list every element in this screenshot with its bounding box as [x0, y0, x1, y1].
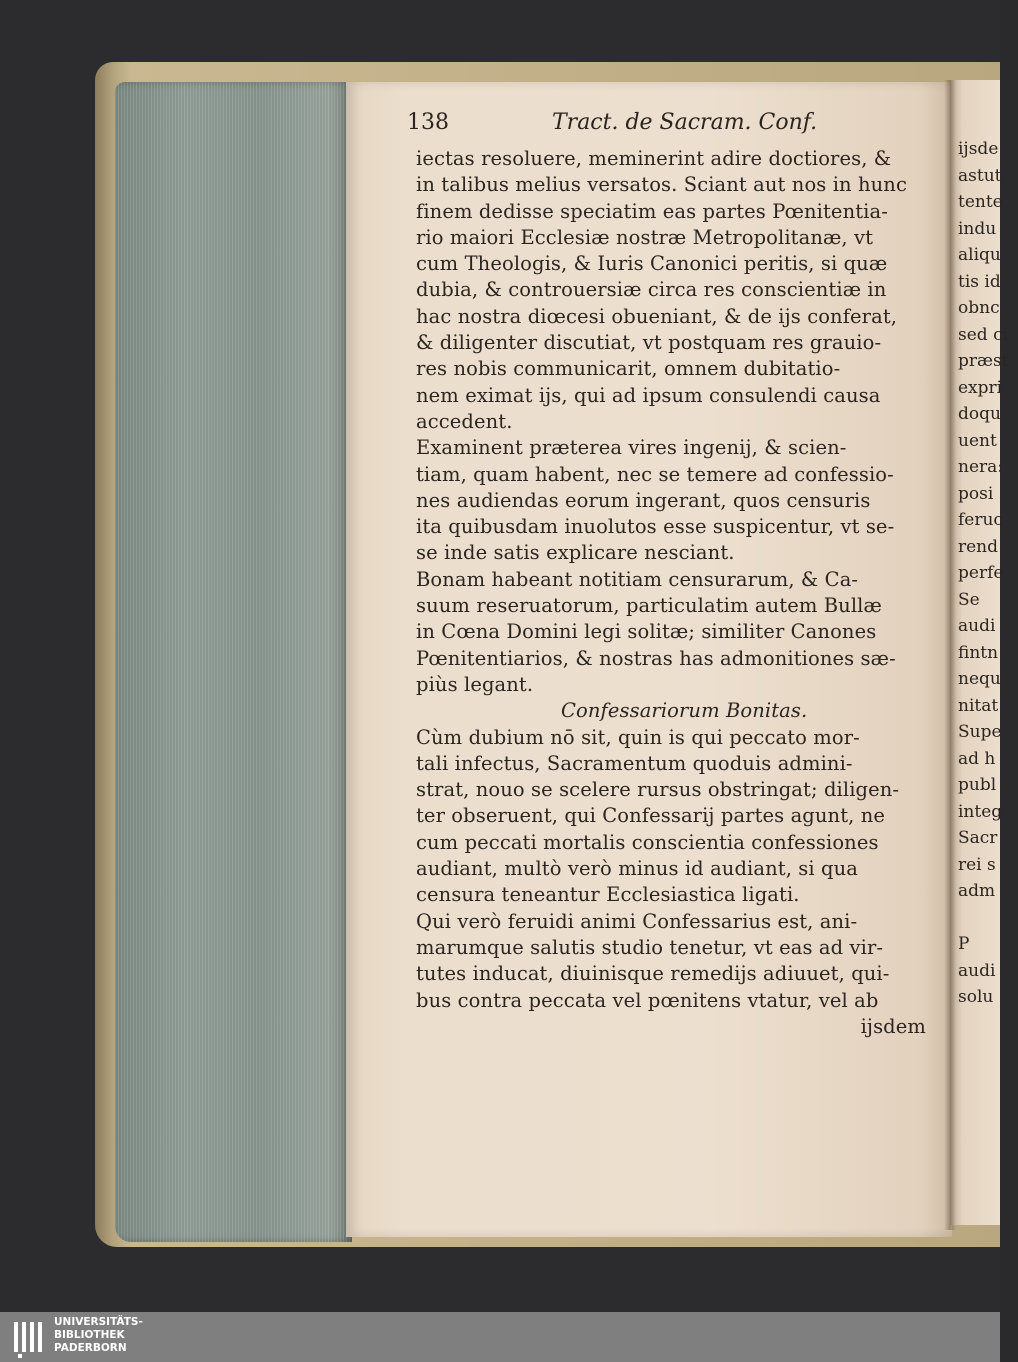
- text-line: tiam, quam habent, nec se temere ad confessio-: [416, 462, 894, 486]
- section-heading: Confessariorum Bonitas.: [561, 699, 808, 723]
- text-line: piùs legant.: [416, 672, 534, 696]
- right-page-line: ijsde: [958, 139, 999, 159]
- text-line: Cùm dubium nō sit, quin is qui peccato mor-: [416, 725, 860, 749]
- text-line: Qui verò feruidi animi Confessarius est, ani-: [416, 909, 858, 933]
- main-text-block: [416, 146, 936, 1040]
- right-page-text: [958, 136, 1018, 1011]
- library-logo-icon: [12, 1318, 48, 1358]
- right-page-line: audi: [958, 960, 996, 981]
- text-line: bus contra peccata vel pœnitens vtatur, vel ab: [416, 988, 879, 1012]
- text-line: dubia, & controuersiæ circa res conscientiæ in: [416, 278, 887, 302]
- library-footer: [0, 1312, 1000, 1362]
- text-line: nes audiendas eorum ingerant, quos censuris: [416, 488, 871, 512]
- right-page-line: tente: [958, 192, 1003, 212]
- right-page-line: posi: [958, 483, 994, 504]
- right-page-line: fintn: [958, 642, 999, 663]
- text-line: in talibus melius versatos. Sciant aut nos in hunc: [416, 173, 907, 197]
- right-page-line: feruc: [958, 510, 1003, 530]
- text-line: tutes inducat, diuinisque remedijs adiuuet, qui-: [416, 962, 890, 986]
- right-page-line: P: [958, 934, 970, 954]
- page-number: 138: [407, 110, 449, 135]
- right-page-line: tis id: [958, 271, 1001, 292]
- right-page-line: adm: [958, 881, 996, 901]
- text-line: accedent.: [416, 409, 513, 433]
- text-line: strat, nouo se scelere rursus obstringat; diligen-: [416, 778, 900, 802]
- text-line: ita quibusdam inuolutos esse suspicentur, vt se-: [416, 515, 895, 539]
- right-page-line: doqu: [958, 404, 1001, 424]
- right-page-line: publ: [958, 775, 997, 795]
- text-line: ijsdem: [860, 1014, 926, 1038]
- text-line: Pœnitentiarios, & nostras has admonitiones sæ-: [416, 646, 896, 670]
- right-page-line: integ: [958, 801, 1003, 822]
- running-title: Tract. de Sacram. Conf.: [552, 110, 818, 135]
- right-page-line: expri: [958, 377, 1003, 398]
- text-line: censura teneantur Ecclesiastica ligati.: [416, 883, 800, 907]
- right-page-line: nera:: [958, 457, 1003, 477]
- right-page-line: obnc: [958, 298, 1000, 318]
- right-page-line: Supe: [958, 722, 1002, 742]
- text-line: tali infectus, Sacramentum quoduis admini-: [416, 751, 853, 775]
- right-page-line: Se: [958, 589, 980, 610]
- right-page-line: indu: [958, 218, 997, 239]
- right-page-line: [958, 905, 1018, 932]
- text-line: & diligenter discutiat, vt postquam res grauio-: [416, 331, 882, 355]
- running-head: [407, 108, 927, 142]
- page-edges: [115, 82, 352, 1242]
- right-page-line: præst: [958, 351, 1009, 371]
- page-gutter: [944, 80, 956, 1230]
- text-line: marumque salutis studio tenetur, vt eas ad vir-: [416, 935, 884, 959]
- text-line: res nobis communicarit, omnem dubitatio-: [416, 357, 841, 381]
- text-line: Bonam habeant notitiam censurarum, & Ca-: [416, 567, 859, 591]
- text-line: ter obseruent, qui Confessarij partes agunt, ne: [416, 804, 886, 828]
- text-line: cum peccati mortalis conscientia confessiones: [416, 830, 879, 854]
- text-line: suum reseruatorum, particulatim autem Bullæ: [416, 594, 882, 618]
- right-page-line: ad h: [958, 748, 996, 769]
- text-line: Examinent præterea vires ingenij, & scien-: [416, 436, 847, 460]
- text-line: se inde satis explicare nesciant.: [416, 541, 735, 565]
- right-page-line: nequ: [958, 669, 1001, 689]
- right-page-line: nitat: [958, 695, 999, 716]
- right-page-line: rend: [958, 536, 999, 557]
- library-name: [54, 1316, 143, 1355]
- library-name-line-2: BIBLIOTHEK: [54, 1329, 125, 1341]
- right-page-line: perfe: [958, 563, 1004, 583]
- text-line: audiant, multò verò minus id audiant, si qua: [416, 857, 858, 881]
- text-line: hac nostra diœcesi obueniant, & de ijs conferat,: [416, 304, 898, 328]
- text-line: finem dedisse speciatim eas partes Pœnitentia-: [416, 199, 888, 223]
- text-line: rio maiori Ecclesiæ nostræ Metropolitanæ, vt: [416, 225, 874, 249]
- right-page-line: astut: [958, 165, 1002, 186]
- right-page-line: Sacr: [958, 828, 998, 848]
- library-name-line-3: PADERBORN: [54, 1342, 127, 1354]
- text-line: cum Theologis, & Iuris Canonici peritis, si quæ: [416, 252, 888, 276]
- text-line: nem eximat ijs, qui ad ipsum consulendi causa: [416, 383, 881, 407]
- library-name-line-1: UNIVERSITÄTS-: [54, 1316, 143, 1328]
- right-page-line: audi: [958, 616, 996, 636]
- text-line: in Cœna Domini legi solitæ; similiter Canones: [416, 620, 877, 644]
- right-page-line: sed ci: [958, 324, 1009, 345]
- right-page-line: uent: [958, 430, 997, 451]
- right-page-line: rei s: [958, 854, 996, 875]
- right-page-line: solu: [958, 987, 994, 1007]
- right-page-line: aliqu: [958, 245, 1001, 265]
- text-line: iectas resoluere, meminerint adire doctiores, &: [416, 147, 892, 170]
